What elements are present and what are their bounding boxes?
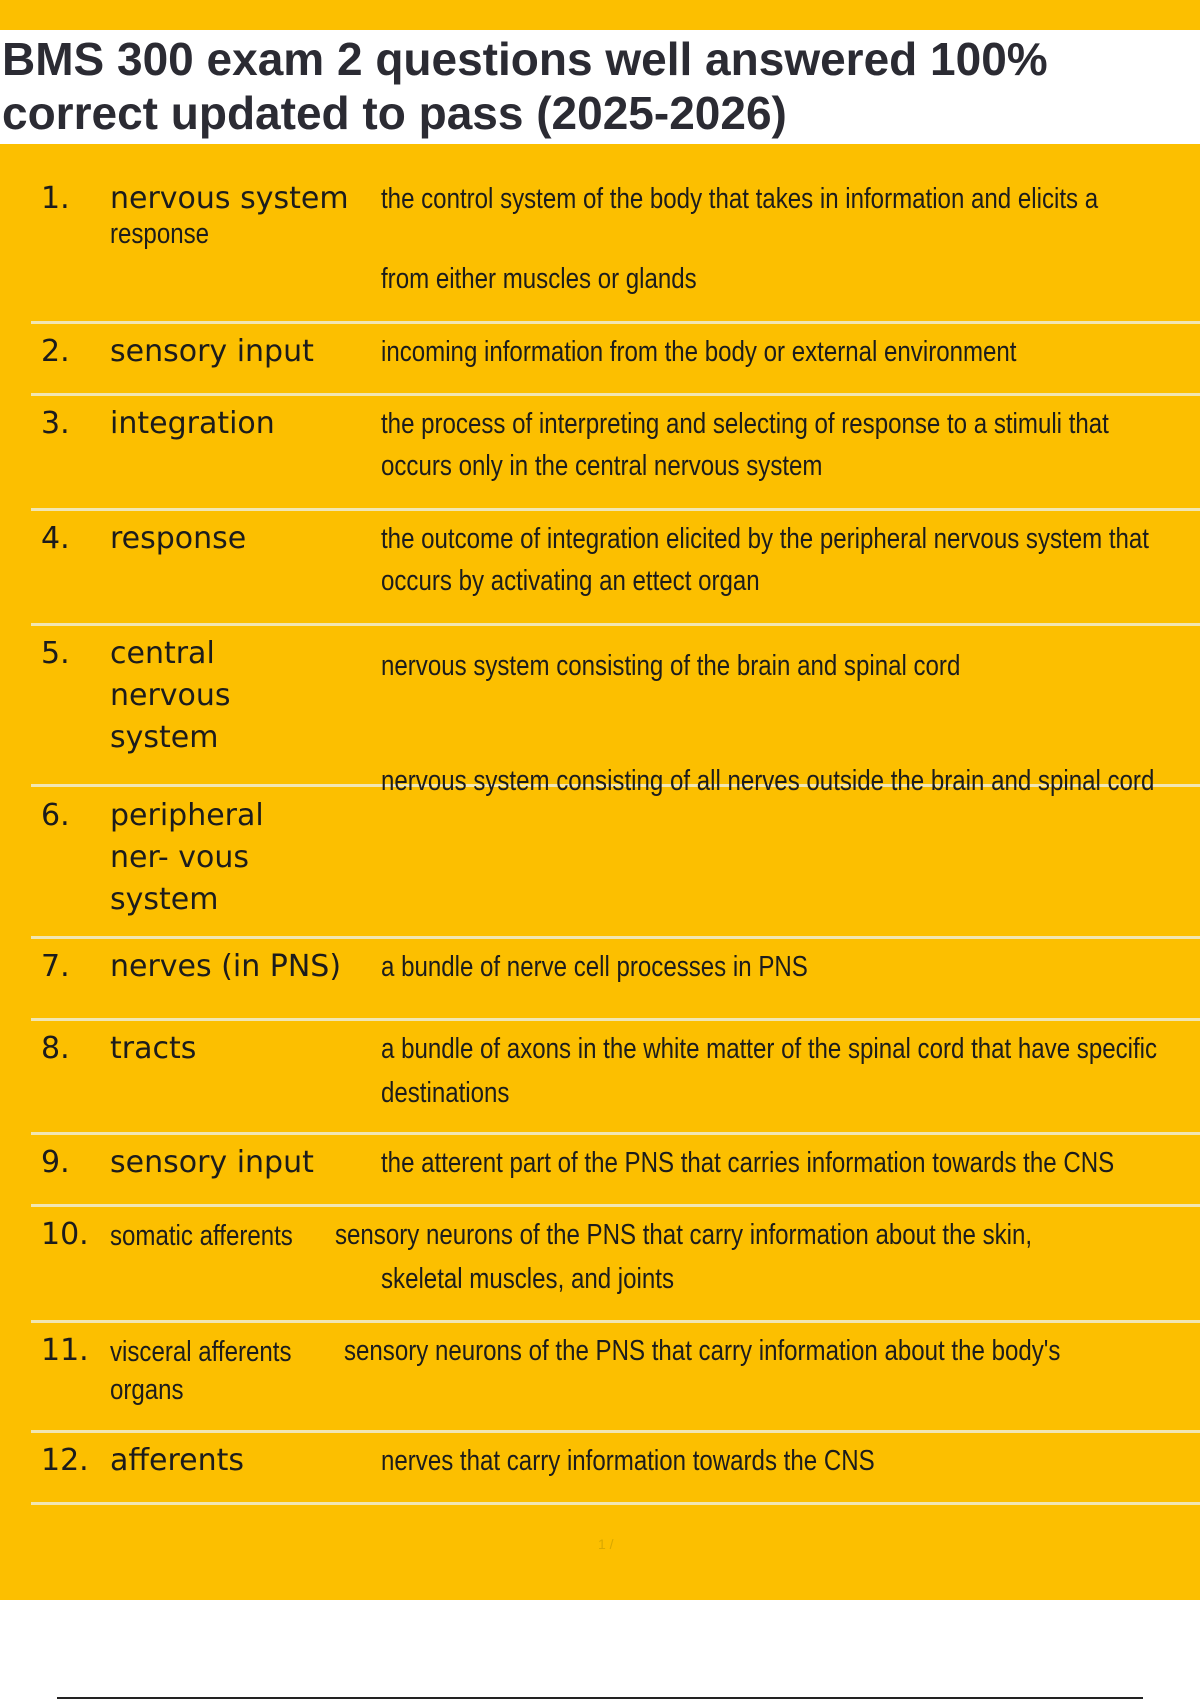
row-definition-line: nervous system consisting of all nerves outside the brain and spinal cord [381, 765, 1155, 797]
row-number: 9. [41, 1145, 70, 1180]
row-number: 1. [41, 181, 70, 216]
page-number: 1 / [598, 1536, 614, 1552]
row-term: nervous system [110, 181, 349, 216]
row-number: 11. [41, 1333, 89, 1368]
row-definition-line: the atterent part of the PNS that carries information towards the CNS [381, 1147, 1115, 1179]
row-term: peripheral ner- vous system [110, 798, 264, 917]
flashcard-panel [0, 144, 1200, 1600]
row-number: 2. [41, 334, 70, 369]
footer-rule [57, 1697, 1143, 1699]
row-term: visceral afferents [110, 1336, 292, 1368]
row-number: 3. [41, 406, 70, 441]
row-definition-line: sensory neurons of the PNS that carry information about the body's [344, 1335, 1061, 1367]
row-divider [31, 1502, 1200, 1505]
row-definition-line: a bundle of axons in the white matter of the spinal cord that have specific [381, 1033, 1158, 1065]
row-number: 6. [41, 798, 70, 833]
row-definition-line: the control system of the body that takes in information and elicits a [381, 183, 1099, 215]
row-divider [31, 1204, 1200, 1207]
row-definition-line: the process of interpreting and selecting of response to a stimuli that [381, 408, 1109, 440]
row-definition-line: incoming information from the body or external environment [381, 336, 1017, 368]
row-term: sensory input [110, 334, 314, 369]
row-definition-line: skeletal muscles, and joints [381, 1263, 674, 1295]
row-term-continuation: response [110, 218, 210, 250]
row-definition-line: destinations [381, 1077, 510, 1109]
row-term-continuation: organs [110, 1374, 184, 1406]
row-number: 8. [41, 1031, 70, 1066]
row-definition-line: occurs by activating an ettect organ [381, 565, 760, 597]
row-definition-line: from either muscles or glands [381, 263, 697, 295]
row-divider [31, 393, 1200, 396]
row-definition-line: sensory neurons of the PNS that carry information about the skin, [335, 1219, 1033, 1251]
row-term: somatic afferents [110, 1220, 293, 1252]
row-term: afferents [110, 1443, 245, 1478]
row-term: central nervous system [110, 636, 231, 755]
row-number: 12. [41, 1443, 89, 1478]
row-number: 5. [41, 636, 70, 671]
row-divider [31, 1132, 1200, 1135]
row-divider [31, 1430, 1200, 1433]
row-term: tracts [110, 1031, 197, 1066]
row-divider [31, 936, 1200, 939]
row-definition-line: nerves that carry information towards the CNS [381, 1445, 875, 1477]
top-band [0, 0, 1200, 30]
row-definition-line: nervous system consisting of the brain and spinal cord [381, 650, 961, 682]
row-term: nerves (in PNS) [110, 949, 342, 984]
row-divider [31, 321, 1200, 324]
row-divider [31, 508, 1200, 511]
row-definition-line: the outcome of integration elicited by the peripheral nervous system that [381, 523, 1149, 555]
row-divider [31, 1320, 1200, 1323]
row-divider [31, 623, 1200, 626]
row-number: 10. [41, 1217, 89, 1252]
document-title: BMS 300 exam 2 questions well answered 100% correct updated to pass (2025-2026) [2, 33, 1048, 139]
row-number: 4. [41, 521, 70, 556]
row-number: 7. [41, 949, 70, 984]
row-definition-line: occurs only in the central nervous system [381, 450, 823, 482]
row-term: integration [110, 406, 275, 441]
row-term: sensory input [110, 1145, 314, 1180]
row-definition-line: a bundle of nerve cell processes in PNS [381, 951, 808, 983]
row-divider [31, 1018, 1200, 1021]
row-term: response [110, 521, 247, 556]
